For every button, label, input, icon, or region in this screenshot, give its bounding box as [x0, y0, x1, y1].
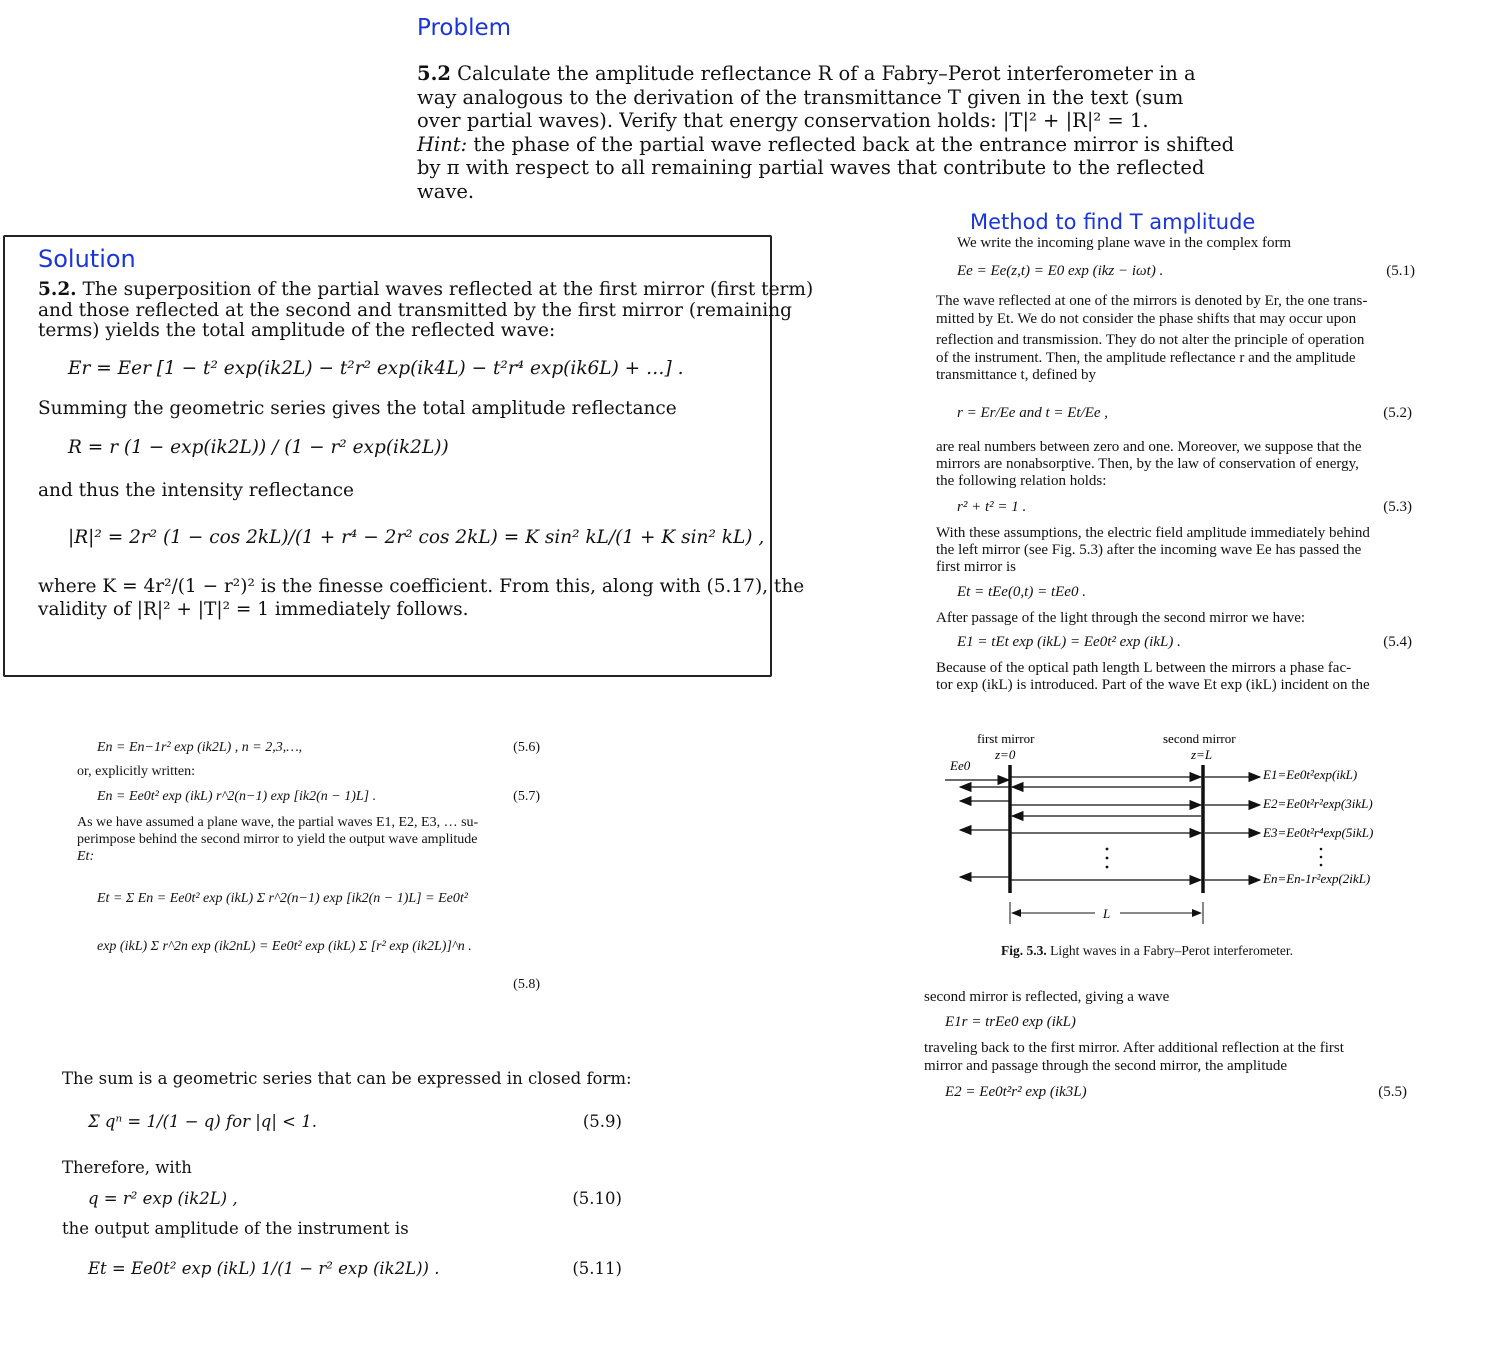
- series-geometric-text: The sum is a geometric series that can be expressed in closed form:: [62, 1069, 632, 1088]
- method-paragraph-1: [936, 293, 1367, 385]
- equation-5-5: E2 = Ee0t²r² exp (ik3L): [945, 1084, 1087, 1100]
- solution-intensity-text: and thus the intensity reflectance: [38, 480, 354, 501]
- tag-5-5: (5.5): [1378, 1084, 1407, 1100]
- solution-text: [38, 279, 814, 342]
- tag-5-4: (5.4): [1383, 634, 1412, 650]
- ellipsis-dot: [1106, 848, 1109, 851]
- tag-5-6: (5.6): [513, 740, 540, 755]
- method-p5-line-1: Because of the optical path length L between the mirrors a phase fac-: [936, 660, 1352, 676]
- solution-where-line-1: where K = 4r²/(1 − r²)² is the finesse coefficient. From this, along with (5.17), the: [38, 576, 805, 597]
- problem-line-2: way analogous to the derivation of the transmittance T given in the text (sum: [417, 85, 1184, 109]
- equation-E1r: E1r = trEe0 exp (ikL): [945, 1014, 1076, 1030]
- tag-5-3: (5.3): [1383, 499, 1412, 515]
- cont-line-3: mirror and passage through the second mirror, the amplitude: [924, 1057, 1288, 1074]
- tag-5-9: (5.9): [582, 1112, 622, 1131]
- label-e1: E1=Ee0t²exp(ikL): [1263, 767, 1358, 782]
- method-p1-line-5: transmittance t, defined by: [936, 367, 1096, 383]
- ellipsis-dot: [1320, 864, 1323, 867]
- equation-R: R = r (1 − exp(ik2L)) / (1 − r² exp(ik2L)): [68, 437, 449, 458]
- cont-line-2: traveling back to the first mirror. After additional reflection at the first: [924, 1040, 1344, 1056]
- solution-line-1: The superposition of the partial waves reflected at the first mirror (first term): [76, 279, 814, 300]
- length-label: L: [1103, 906, 1111, 921]
- series-therefore: Therefore, with: [62, 1158, 192, 1177]
- method-p5-line-2: tor exp (ikL) is introduced. Part of the wave Et exp (ikL) incident on the: [936, 677, 1370, 693]
- tag-5-1: (5.1): [1386, 263, 1415, 279]
- equation-5-11: Et = Ee0t² exp (ikL) 1/(1 − r² exp (ik2L)) .: [88, 1259, 440, 1278]
- problem-hint-label: Hint:: [417, 132, 468, 156]
- method-p3-line-2: the left mirror (see Fig. 5.3) after the incoming wave Ee has passed the: [936, 542, 1362, 558]
- second-mirror-z: z=L: [1191, 747, 1213, 762]
- ellipsis-dot: [1320, 856, 1323, 859]
- equation-5-1: Ee = Ee(z,t) = E0 exp (ikz − iωt) .: [957, 263, 1164, 279]
- ellipsis-dot: [1106, 857, 1109, 860]
- equation-5-2: r = Er/Ee and t = Et/Ee ,: [957, 405, 1109, 421]
- tag-5-7: (5.7): [513, 789, 540, 804]
- series-p-line-3: Et:: [77, 849, 95, 864]
- solution-number: 5.2.: [38, 279, 77, 300]
- solution-line-2: and those reflected at the second and transmitted by the first mirror (remaining: [38, 299, 792, 321]
- figure-caption-text: Light waves in a Fabry–Perot interferometer.: [1046, 943, 1294, 958]
- figure-caption: [1001, 943, 1293, 959]
- equation-Et: Et = tEe(0,t) = tEe0 .: [957, 584, 1086, 600]
- ellipsis-dot: [1320, 848, 1323, 851]
- solution-heading: Solution: [38, 245, 136, 273]
- tag-5-2: (5.2): [1383, 405, 1412, 421]
- method-p1-line-4: of the instrument. Then, the amplitude reflectance r and the amplitude: [936, 349, 1356, 366]
- solution-where-line-2: validity of |R|² + |T|² = 1 immediately follows.: [38, 599, 469, 620]
- tag-5-8: (5.8): [513, 977, 540, 992]
- method-p1-line-2: mitted by Et. We do not consider the phase shifts that may occur upon: [936, 310, 1357, 327]
- equation-5-4: E1 = tEt exp (ikL) = Ee0t² exp (ikL) .: [957, 634, 1181, 650]
- label-e2: E2=Ee0t²r²exp(3ikL): [1263, 796, 1373, 811]
- label-e3: E3=Ee0t²r⁴exp(5ikL): [1263, 825, 1374, 840]
- series-p-line-1: As we have assumed a plane wave, the partial waves E1, E2, E3, … su-: [77, 815, 479, 830]
- equation-er: Er = Eer [1 − t² exp(ik2L) − t²r² exp(ik4L) − t²r⁴ exp(ik6L) + …] .: [68, 358, 684, 379]
- series-or-text: or, explicitly written:: [77, 764, 196, 779]
- problem-number: 5.2: [417, 62, 451, 85]
- series-p-line-2: perimpose behind the second mirror to yield the output wave amplitude: [77, 832, 478, 847]
- method-p3-line-1: With these assumptions, the electric field amplitude immediately behind: [936, 525, 1370, 541]
- first-mirror-label: first mirror: [977, 731, 1035, 746]
- problem-line-3: over partial waves). Verify that energy conservation holds: |T|² + |R|² = 1.: [417, 109, 1149, 132]
- method-paragraph-4: After passage of the light through the second mirror we have:: [936, 610, 1306, 626]
- first-mirror-z: z=0: [995, 747, 1016, 762]
- solution-where-text: [38, 575, 804, 621]
- solution-sum-text: Summing the geometric series gives the total amplitude reflectance: [38, 398, 677, 419]
- tag-5-11: (5.11): [572, 1259, 622, 1278]
- problem-heading: Problem: [417, 15, 512, 41]
- equation-5-10: q = r² exp (ik2L) ,: [88, 1189, 238, 1208]
- method-intro: We write the incoming plane wave in the complex form: [957, 235, 1292, 251]
- method-heading: Method to find T amplitude: [970, 210, 1256, 234]
- equation-5-8: Et = Σ En = Ee0t² exp (ikL) Σ r^2(n−1) exp [ik2(n − 1)L] = Ee0t² exp (ikL) Σ r^2n exp (ik2nL) = Ee0t² exp (ikL) Σ [r² exp (ik2L)]^n .: [97, 891, 472, 954]
- equation-5-6: En = En−1r² exp (ik2L) , n = 2,3,…,: [97, 740, 303, 755]
- equation-5-3: r² + t² = 1 .: [957, 499, 1027, 515]
- series-paragraph: [77, 814, 478, 865]
- equation-R-squared: |R|² = 2r² (1 − cos 2kL)/(1 + r⁴ − 2r² cos 2kL) = K sin² kL/(1 + K sin² kL) ,: [68, 527, 765, 548]
- method-paragraph-3: [936, 525, 1370, 576]
- method-p1-line-1: The wave reflected at one of the mirrors is denoted by Er, the one trans-: [936, 293, 1368, 309]
- second-mirror-label: second mirror: [1163, 731, 1236, 746]
- equation-5-9: Σ qⁿ = 1/(1 − q) for |q| < 1.: [88, 1112, 317, 1131]
- method-paragraph-2: [936, 439, 1361, 490]
- label-en: En=En-1r²exp(2ikL): [1263, 871, 1371, 886]
- problem-line-4: the phase of the partial wave reflected back at the entrance mirror is shifted: [467, 132, 1235, 156]
- method-p2-line-2: mirrors are nonabsorptive. Then, by the law of conservation of energy,: [936, 456, 1359, 472]
- equation-5-7: En = Ee0t² exp (ikL) r^2(n−1) exp [ik2(n − 1)L] .: [97, 789, 377, 804]
- method-p2-line-1: are real numbers between zero and one. Moreover, we suppose that the: [936, 439, 1362, 455]
- incoming-wave-label: Ee0: [950, 758, 971, 773]
- problem-text: [417, 62, 1235, 203]
- method-paragraph-5: [936, 660, 1370, 694]
- solution-line-3: terms) yields the total amplitude of the reflected wave:: [38, 320, 556, 341]
- cont-line-1: second mirror is reflected, giving a wave: [924, 989, 1170, 1005]
- problem-line-5: by π with respect to all remaining partial waves that contribute to the reflected: [417, 156, 1205, 179]
- ellipsis-dot: [1106, 866, 1109, 869]
- series-output-text: the output amplitude of the instrument is: [62, 1219, 409, 1238]
- tag-5-10: (5.10): [572, 1189, 622, 1208]
- figure-caption-label: Fig. 5.3.: [1001, 943, 1047, 958]
- cont-paragraph: [924, 1040, 1344, 1075]
- method-p3-line-3: first mirror is: [936, 559, 1016, 575]
- problem-line-1: Calculate the amplitude reflectance R of a Fabry–Perot interferometer in a: [450, 62, 1196, 85]
- method-p1-line-3: reflection and transmission. They do not alter the principle of operation: [936, 332, 1365, 348]
- method-p2-line-3: the following relation holds:: [936, 473, 1107, 489]
- problem-line-6: wave.: [417, 179, 475, 203]
- fabry-perot-figure: [925, 725, 1485, 965]
